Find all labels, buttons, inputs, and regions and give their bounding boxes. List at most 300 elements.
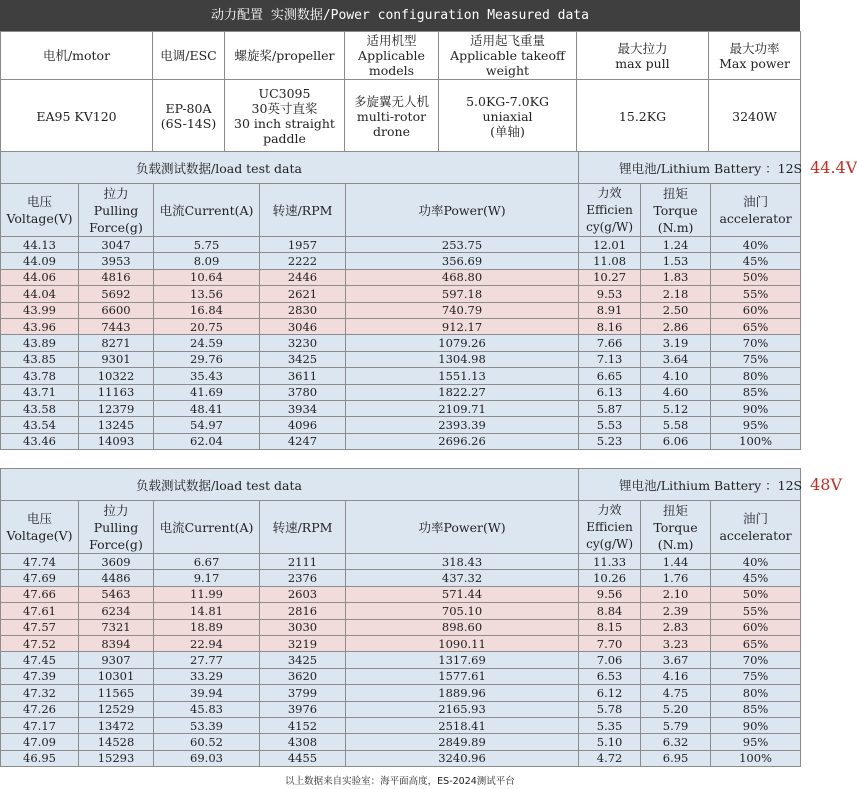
table-cell: 12379 bbox=[79, 400, 154, 416]
table-row bbox=[1, 286, 801, 302]
footer-note: 以上数据来自实验室：海平面高度，ES-2024测试平台 bbox=[285, 776, 515, 787]
table-cell: 5.53 bbox=[579, 417, 641, 433]
table-cell: 7321 bbox=[79, 619, 154, 635]
table-cell: 16.84 bbox=[154, 302, 260, 318]
table-cell: 468.80 bbox=[346, 269, 579, 285]
column-header-line: 拉力 bbox=[103, 185, 129, 201]
table-cell: 6.06 bbox=[641, 433, 711, 449]
table-cell: 3046 bbox=[260, 318, 346, 334]
table-cell: 43.54 bbox=[1, 417, 79, 433]
config-value-cell bbox=[439, 80, 577, 153]
table-row bbox=[1, 652, 801, 668]
table-cell: 27.77 bbox=[154, 652, 260, 668]
column-header bbox=[79, 501, 154, 554]
table-cell: 50% bbox=[711, 269, 801, 285]
table-cell: 2696.26 bbox=[346, 433, 579, 449]
table-cell: 11163 bbox=[79, 384, 154, 400]
battery-label: 锂电池/Lithium Battery ：12S bbox=[619, 161, 803, 176]
table-cell: 44.09 bbox=[1, 253, 79, 269]
column-header bbox=[260, 184, 346, 237]
table-cell: 356.69 bbox=[346, 253, 579, 269]
config-header-cell-line: 最大功率 bbox=[729, 40, 780, 56]
table-cell: 2.18 bbox=[641, 286, 711, 302]
table-cell: 10.64 bbox=[154, 269, 260, 285]
column-header bbox=[711, 184, 801, 237]
table-cell: 40% bbox=[711, 237, 801, 253]
config-header-row bbox=[1, 32, 801, 80]
column-header-line: 扭矩 bbox=[663, 185, 689, 201]
table-row bbox=[1, 619, 801, 635]
table-row bbox=[1, 717, 801, 733]
table-cell: 3976 bbox=[260, 701, 346, 717]
column-header bbox=[711, 501, 801, 554]
column-header-line: 电流Current(A) bbox=[159, 519, 254, 535]
table-cell: 6.65 bbox=[579, 368, 641, 384]
table-cell: 11.33 bbox=[579, 554, 641, 570]
battery-voltage: 48V bbox=[810, 475, 843, 494]
table-cell: 5.75 bbox=[154, 237, 260, 253]
table-cell: 95% bbox=[711, 734, 801, 750]
column-header-line: Force(g) bbox=[89, 536, 143, 552]
table-cell: 1577.61 bbox=[346, 668, 579, 684]
column-header-line: cy(g/W) bbox=[586, 219, 634, 234]
table-cell: 2222 bbox=[260, 253, 346, 269]
column-header-row bbox=[1, 501, 801, 554]
config-header-cell bbox=[709, 32, 801, 80]
load-test-header-row bbox=[1, 152, 801, 184]
column-header bbox=[641, 501, 711, 554]
config-value-cell bbox=[577, 80, 709, 153]
config-value-cell-line: 30 inch straight bbox=[234, 116, 335, 131]
table-cell: 3240.96 bbox=[346, 750, 579, 766]
column-header-line: Voltage(V) bbox=[6, 528, 73, 543]
table-cell: 5.10 bbox=[579, 734, 641, 750]
config-value-cell bbox=[345, 80, 439, 153]
table-cell: 597.18 bbox=[346, 286, 579, 302]
table-cell: 43.99 bbox=[1, 302, 79, 318]
table-row bbox=[1, 586, 801, 602]
table-cell: 13472 bbox=[79, 717, 154, 733]
table-cell: 3425 bbox=[260, 652, 346, 668]
table-cell: 20.75 bbox=[154, 318, 260, 334]
table-cell: 912.17 bbox=[346, 318, 579, 334]
table-cell: 47.26 bbox=[1, 701, 79, 717]
table-cell: 6.95 bbox=[641, 750, 711, 766]
table-cell: 6234 bbox=[79, 603, 154, 619]
table-cell: 90% bbox=[711, 400, 801, 416]
table-cell: 898.60 bbox=[346, 619, 579, 635]
table-cell: 60.52 bbox=[154, 734, 260, 750]
table-cell: 50% bbox=[711, 586, 801, 602]
config-value-cell-line: 3240W bbox=[732, 108, 777, 124]
table-cell: 47.17 bbox=[1, 717, 79, 733]
table-cell: 43.89 bbox=[1, 335, 79, 351]
column-header-line: Efficien bbox=[586, 202, 633, 217]
table-cell: 10301 bbox=[79, 668, 154, 684]
table-cell: 5.87 bbox=[579, 400, 641, 416]
load-test-header-row bbox=[1, 469, 801, 501]
table-cell: 100% bbox=[711, 433, 801, 449]
table-cell: 3.23 bbox=[641, 635, 711, 651]
table-cell: 2830 bbox=[260, 302, 346, 318]
table-cell: 2109.71 bbox=[346, 400, 579, 416]
table-cell: 60% bbox=[711, 302, 801, 318]
column-header bbox=[579, 184, 641, 237]
config-value-cell bbox=[153, 80, 225, 153]
table-cell: 437.32 bbox=[346, 570, 579, 586]
config-table bbox=[0, 31, 801, 153]
config-value-cell-line: EP-80A bbox=[165, 101, 212, 116]
table-cell: 8271 bbox=[79, 335, 154, 351]
config-value-cell-line: EA95 KV120 bbox=[36, 108, 117, 124]
table-cell: 70% bbox=[711, 335, 801, 351]
column-header-line: Efficien bbox=[586, 519, 633, 534]
table-cell: 10.26 bbox=[579, 570, 641, 586]
column-header-line: Torque bbox=[653, 519, 698, 535]
column-header-line: Pulling bbox=[93, 519, 139, 535]
table-cell: 7443 bbox=[79, 318, 154, 334]
column-header-line: accelerator bbox=[719, 528, 792, 543]
column-header bbox=[641, 184, 711, 237]
table-cell: 3620 bbox=[260, 668, 346, 684]
column-header bbox=[79, 184, 154, 237]
table-cell: 14093 bbox=[79, 433, 154, 449]
table-cell: 5692 bbox=[79, 286, 154, 302]
config-header-cell-line: 适用机型 bbox=[366, 33, 417, 48]
table-cell: 571.44 bbox=[346, 586, 579, 602]
table-cell: 2393.39 bbox=[346, 417, 579, 433]
table-cell: 15293 bbox=[79, 750, 154, 766]
table-cell: 8394 bbox=[79, 635, 154, 651]
table-cell: 11.08 bbox=[579, 253, 641, 269]
table-cell: 1889.96 bbox=[346, 685, 579, 701]
table-cell: 47.74 bbox=[1, 554, 79, 570]
config-value-cell-line: 15.2KG bbox=[618, 108, 667, 124]
table-cell: 9301 bbox=[79, 351, 154, 367]
table-row bbox=[1, 253, 801, 269]
table-row bbox=[1, 433, 801, 449]
table-cell: 7.66 bbox=[579, 335, 641, 351]
table-cell: 45.83 bbox=[154, 701, 260, 717]
table-cell: 1.83 bbox=[641, 269, 711, 285]
table-cell: 75% bbox=[711, 668, 801, 684]
column-header-line: 功率Power(W) bbox=[418, 519, 506, 535]
table-cell: 5.79 bbox=[641, 717, 711, 733]
table-cell: 8.09 bbox=[154, 253, 260, 269]
table-cell: 90% bbox=[711, 717, 801, 733]
table-cell: 3799 bbox=[260, 685, 346, 701]
battery-cell bbox=[579, 152, 857, 184]
column-header bbox=[1, 184, 79, 237]
table-cell: 14528 bbox=[79, 734, 154, 750]
table-cell: 2.50 bbox=[641, 302, 711, 318]
table-cell: 6.53 bbox=[579, 668, 641, 684]
table-cell: 43.71 bbox=[1, 384, 79, 400]
table-cell: 705.10 bbox=[346, 603, 579, 619]
table-cell: 4.16 bbox=[641, 668, 711, 684]
table-row bbox=[1, 750, 801, 766]
table-cell: 4.72 bbox=[579, 750, 641, 766]
table-cell: 47.45 bbox=[1, 652, 79, 668]
table-cell: 13.56 bbox=[154, 286, 260, 302]
table-cell: 46.95 bbox=[1, 750, 79, 766]
table-cell: 1.24 bbox=[641, 237, 711, 253]
table-cell: 39.94 bbox=[154, 685, 260, 701]
page-title: 动力配置 实测数据/Power configuration Measured data bbox=[0, 0, 800, 31]
column-header-line: Voltage(V) bbox=[6, 211, 73, 226]
table-cell: 10322 bbox=[79, 368, 154, 384]
load-test-table-48v bbox=[0, 468, 843, 767]
table-cell: 2816 bbox=[260, 603, 346, 619]
column-header bbox=[154, 501, 260, 554]
table-cell: 47.09 bbox=[1, 734, 79, 750]
battery-cell bbox=[579, 469, 843, 501]
table-row bbox=[1, 417, 801, 433]
table-row bbox=[1, 335, 801, 351]
column-header-line: 力效 bbox=[597, 185, 622, 200]
table-cell: 10.27 bbox=[579, 269, 641, 285]
column-header-row bbox=[1, 184, 801, 237]
table-cell: 11.99 bbox=[154, 586, 260, 602]
table-cell: 1551.13 bbox=[346, 368, 579, 384]
table-cell: 5.23 bbox=[579, 433, 641, 449]
column-header-line: 转速/RPM bbox=[272, 202, 333, 218]
config-header-cell bbox=[345, 32, 439, 80]
table-cell: 14.81 bbox=[154, 603, 260, 619]
table-cell: 4247 bbox=[260, 433, 346, 449]
config-header-cell-line: Applicable bbox=[358, 48, 425, 63]
table-cell: 6.67 bbox=[154, 554, 260, 570]
table-cell: 11565 bbox=[79, 685, 154, 701]
table-cell: 1317.69 bbox=[346, 652, 579, 668]
config-header-cell bbox=[153, 32, 225, 80]
config-value-cell-line: uniaxial bbox=[482, 108, 533, 124]
column-header bbox=[346, 184, 579, 237]
column-header-line: 转速/RPM bbox=[272, 519, 333, 535]
table-cell: 80% bbox=[711, 368, 801, 384]
table-cell: 6.32 bbox=[641, 734, 711, 750]
column-header-line: 电压 bbox=[26, 194, 52, 209]
table-row bbox=[1, 554, 801, 570]
table-cell: 1304.98 bbox=[346, 351, 579, 367]
config-header-cell bbox=[439, 32, 577, 80]
table-cell: 41.69 bbox=[154, 384, 260, 400]
table-cell: 4152 bbox=[260, 717, 346, 733]
column-header-line: (N.m) bbox=[657, 219, 694, 235]
config-value-cell-line: 5.0KG-7.0KG bbox=[466, 93, 549, 109]
column-header-line: Pulling bbox=[93, 202, 139, 218]
table-cell: 3780 bbox=[260, 384, 346, 400]
table-cell: 54.97 bbox=[154, 417, 260, 433]
config-header-cell-line: max pull bbox=[615, 55, 670, 71]
table-cell: 47.32 bbox=[1, 685, 79, 701]
column-header-line: 力效 bbox=[597, 502, 622, 517]
table-cell: 43.78 bbox=[1, 368, 79, 384]
table-cell: 43.96 bbox=[1, 318, 79, 334]
table-cell: 4455 bbox=[260, 750, 346, 766]
battery-label: 锂电池/Lithium Battery ：12S bbox=[619, 478, 803, 493]
table-cell: 47.69 bbox=[1, 570, 79, 586]
column-header bbox=[579, 501, 641, 554]
table-cell: 22.94 bbox=[154, 635, 260, 651]
table-cell: 3425 bbox=[260, 351, 346, 367]
table-cell: 43.46 bbox=[1, 433, 79, 449]
table-cell: 1822.27 bbox=[346, 384, 579, 400]
table-cell: 2.86 bbox=[641, 318, 711, 334]
table-cell: 3609 bbox=[79, 554, 154, 570]
table-cell: 5.20 bbox=[641, 701, 711, 717]
table-cell: 65% bbox=[711, 635, 801, 651]
table-cell: 2111 bbox=[260, 554, 346, 570]
config-header-cell bbox=[225, 32, 345, 80]
table-cell: 100% bbox=[711, 750, 801, 766]
config-header-cell-line: 适用起飞重量 bbox=[469, 33, 545, 48]
table-cell: 2621 bbox=[260, 286, 346, 302]
config-value-cell-line: 30英寸直桨 bbox=[251, 101, 318, 116]
column-header-line: 电压 bbox=[26, 511, 52, 526]
table-cell: 47.57 bbox=[1, 619, 79, 635]
table-cell: 2446 bbox=[260, 269, 346, 285]
table-row bbox=[1, 318, 801, 334]
table-cell: 13245 bbox=[79, 417, 154, 433]
config-value-cell bbox=[709, 80, 801, 153]
table-row bbox=[1, 685, 801, 701]
table-cell: 3.64 bbox=[641, 351, 711, 367]
table-cell: 1957 bbox=[260, 237, 346, 253]
config-value-cell-line: multi-rotor bbox=[356, 108, 427, 124]
column-header-line: 油门 bbox=[743, 511, 769, 526]
table-cell: 65% bbox=[711, 318, 801, 334]
table-cell: 60% bbox=[711, 619, 801, 635]
table-cell: 55% bbox=[711, 286, 801, 302]
config-value-cell-line: (6S-14S) bbox=[160, 116, 217, 131]
table-cell: 8.15 bbox=[579, 619, 641, 635]
table-cell: 3611 bbox=[260, 368, 346, 384]
column-header-line: Torque bbox=[653, 202, 698, 218]
table-cell: 95% bbox=[711, 417, 801, 433]
config-header-cell bbox=[1, 32, 153, 80]
column-header-line: accelerator bbox=[719, 211, 792, 226]
table-cell: 3030 bbox=[260, 619, 346, 635]
table-cell: 4816 bbox=[79, 269, 154, 285]
table-cell: 85% bbox=[711, 384, 801, 400]
table-cell: 69.03 bbox=[154, 750, 260, 766]
table-cell: 2.39 bbox=[641, 603, 711, 619]
table-cell: 9.17 bbox=[154, 570, 260, 586]
table-cell: 47.39 bbox=[1, 668, 79, 684]
table-cell: 43.58 bbox=[1, 400, 79, 416]
table-cell: 8.16 bbox=[579, 318, 641, 334]
config-value-cell-line: paddle bbox=[263, 131, 306, 146]
config-value-cell-line: drone bbox=[373, 123, 410, 139]
column-header-line: 油门 bbox=[743, 194, 769, 209]
config-header-cell-line: Applicable takeoff bbox=[450, 48, 565, 63]
table-cell: 33.29 bbox=[154, 668, 260, 684]
table-cell: 7.06 bbox=[579, 652, 641, 668]
config-value-cell-line: 多旋翼无人机 bbox=[353, 93, 429, 109]
table-cell: 5.78 bbox=[579, 701, 641, 717]
table-cell: 47.66 bbox=[1, 586, 79, 602]
config-header-cell-line: models bbox=[368, 63, 415, 78]
config-header-cell-line: Max power bbox=[719, 55, 790, 71]
table-cell: 6.12 bbox=[579, 685, 641, 701]
table-cell: 1079.26 bbox=[346, 335, 579, 351]
table-cell: 7.13 bbox=[579, 351, 641, 367]
table-cell: 318.43 bbox=[346, 554, 579, 570]
load-test-label: 负载测试数据/load test data bbox=[1, 469, 579, 501]
table-cell: 40% bbox=[711, 554, 801, 570]
table-row bbox=[1, 734, 801, 750]
table-cell: 24.59 bbox=[154, 335, 260, 351]
table-cell: 45% bbox=[711, 570, 801, 586]
table-cell: 9307 bbox=[79, 652, 154, 668]
table-row bbox=[1, 400, 801, 416]
table-cell: 4096 bbox=[260, 417, 346, 433]
table-row bbox=[1, 603, 801, 619]
table-cell: 8.84 bbox=[579, 603, 641, 619]
table-cell: 48.41 bbox=[154, 400, 260, 416]
table-cell: 3047 bbox=[79, 237, 154, 253]
config-header-cell-line: 电调/ESC bbox=[160, 48, 217, 63]
table-cell: 5.58 bbox=[641, 417, 711, 433]
table-cell: 80% bbox=[711, 685, 801, 701]
table-cell: 2165.93 bbox=[346, 701, 579, 717]
column-header-line: cy(g/W) bbox=[586, 536, 634, 551]
table-cell: 55% bbox=[711, 603, 801, 619]
column-header-line: 扭矩 bbox=[663, 502, 689, 518]
table-cell: 3219 bbox=[260, 635, 346, 651]
table-cell: 6600 bbox=[79, 302, 154, 318]
table-cell: 9.56 bbox=[579, 586, 641, 602]
table-cell: 47.61 bbox=[1, 603, 79, 619]
column-header bbox=[346, 501, 579, 554]
column-header bbox=[260, 501, 346, 554]
section-gap bbox=[0, 451, 800, 468]
table-row bbox=[1, 635, 801, 651]
table-cell: 44.06 bbox=[1, 269, 79, 285]
table-cell: 2518.41 bbox=[346, 717, 579, 733]
config-header-cell-line: 螺旋桨/propeller bbox=[234, 48, 335, 63]
table-cell: 2376 bbox=[260, 570, 346, 586]
table-row bbox=[1, 384, 801, 400]
table-cell: 29.76 bbox=[154, 351, 260, 367]
table-cell: 62.04 bbox=[154, 433, 260, 449]
table-cell: 43.85 bbox=[1, 351, 79, 367]
table-row bbox=[1, 269, 801, 285]
table-cell: 3934 bbox=[260, 400, 346, 416]
table-row bbox=[1, 351, 801, 367]
config-header-cell-line: weight bbox=[485, 63, 530, 78]
column-header bbox=[1, 501, 79, 554]
table-cell: 35.43 bbox=[154, 368, 260, 384]
config-header-cell-line: 最大拉力 bbox=[617, 40, 668, 56]
table-cell: 3953 bbox=[79, 253, 154, 269]
table-cell: 12.01 bbox=[579, 237, 641, 253]
table-cell: 5.35 bbox=[579, 717, 641, 733]
table-cell: 85% bbox=[711, 701, 801, 717]
config-value-cell bbox=[1, 80, 153, 153]
table-row bbox=[1, 570, 801, 586]
table-cell: 3.67 bbox=[641, 652, 711, 668]
table-cell: 1090.11 bbox=[346, 635, 579, 651]
table-cell: 4.60 bbox=[641, 384, 711, 400]
table-cell: 1.76 bbox=[641, 570, 711, 586]
table-row bbox=[1, 237, 801, 253]
load-test-table-44v bbox=[0, 151, 857, 450]
table-row bbox=[1, 668, 801, 684]
table-cell: 2.10 bbox=[641, 586, 711, 602]
config-header-cell bbox=[577, 32, 709, 80]
